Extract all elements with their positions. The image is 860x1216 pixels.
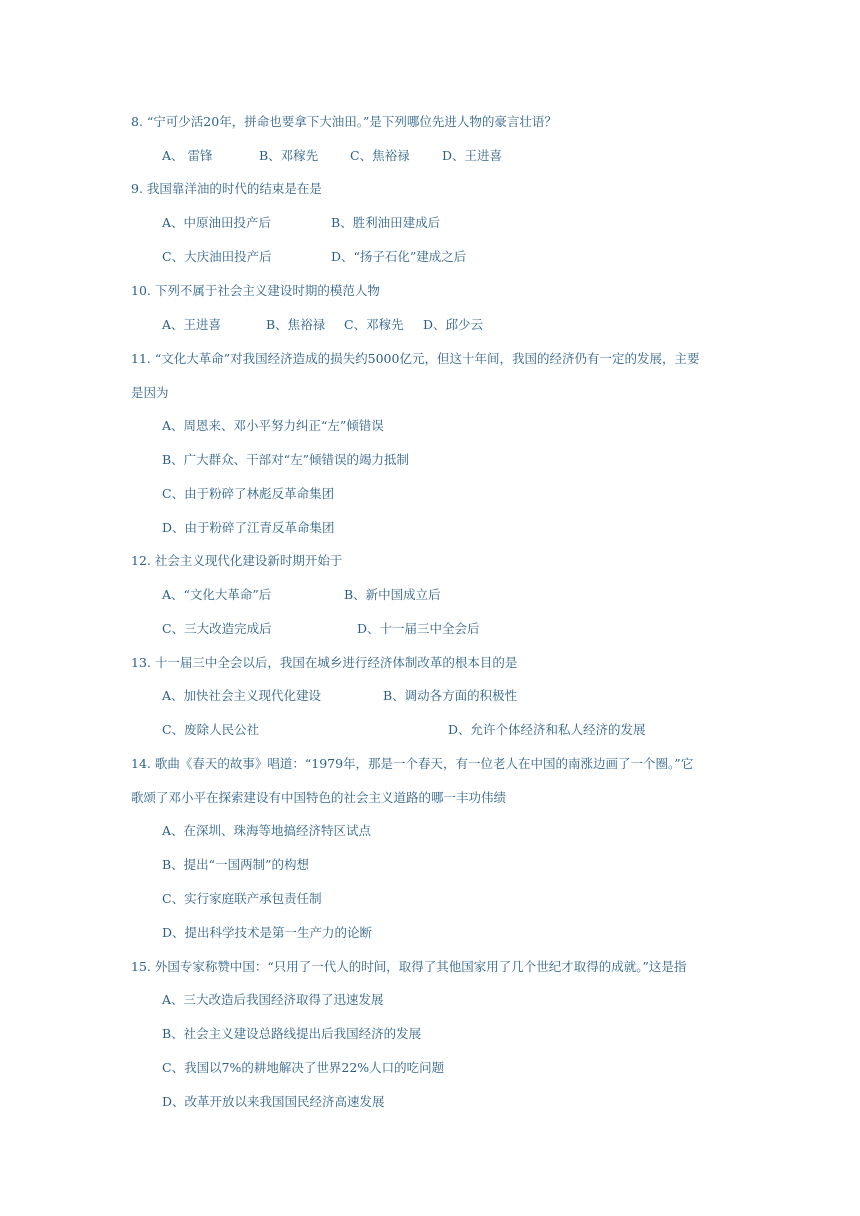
question-9-option-b: B、胜利油田建成后 xyxy=(331,215,441,230)
question-11-option-d: D、由于粉碎了江青反革命集团 xyxy=(162,520,335,535)
question-13-option-d: D、允许个体经济和私人经济的发展 xyxy=(448,722,646,737)
question-8-option-c: C、焦裕禄 xyxy=(350,148,410,163)
question-8-option-d: D、王进喜 xyxy=(442,148,503,163)
question-8-stem: 8. “宁可少活20年，拼命也要拿下大油田。”是下列哪位先进人物的豪言壮语？ xyxy=(131,114,557,129)
question-11-stem-line2: 是因为 xyxy=(131,385,169,400)
question-10-option-c: C、邓稼先 xyxy=(344,317,404,332)
question-14-stem-line1: 14. 歌曲《春天的故事》唱道：“1979年，那是一个春天，有一位老人在中国的南涨边画了一个圈。”它 xyxy=(131,756,694,771)
question-11-stem-line1: 11. “文化大革命”对我国经济造成的损失约5000亿元，但这十年间，我国的经济仍有一定的发展，主要 xyxy=(131,351,700,366)
question-10-option-a: A、王进喜 xyxy=(162,317,222,332)
question-15-option-d: D、改革开放以来我国国民经济高速发展 xyxy=(162,1094,385,1109)
question-12-stem: 12. 社会主义现代化建设新时期开始于 xyxy=(131,553,343,568)
question-13-stem: 13. 十一届三中全会以后，我国在城乡进行经济体制改革的根本目的是 xyxy=(131,655,518,670)
question-13-option-c: C、废除人民公社 xyxy=(162,722,260,737)
question-14-stem-line2: 歌颂了邓小平在探索建设有中国特色的社会主义道路的哪一丰功伟绩 xyxy=(131,790,507,805)
question-9-option-c: C、大庆油田投产后 xyxy=(162,249,272,264)
question-12-option-a: A、“文化大革命”后 xyxy=(162,587,272,602)
question-8-option-b: B、邓稼先 xyxy=(259,148,319,163)
question-14-option-a: A、在深圳、珠海等地搞经济特区试点 xyxy=(162,823,372,838)
question-11-option-b: B、广大群众、干部对“左”倾错误的竭力抵制 xyxy=(162,452,409,467)
question-12-option-c: C、三大改造完成后 xyxy=(162,621,272,636)
question-9-option-d: D、“扬子石化”建成之后 xyxy=(331,249,467,264)
question-14-option-d: D、提出科学技术是第一生产力的论断 xyxy=(162,925,373,940)
question-14-option-b: B、提出“一国两制”的构想 xyxy=(162,857,309,872)
question-15-option-c: C、我国以7%的耕地解决了世界22%人口的吃问题 xyxy=(162,1060,445,1075)
question-9-stem: 9. 我国靠洋油的时代的结束是在是 xyxy=(131,181,322,196)
question-10-stem: 10. 下列不属于社会主义建设时期的模范人物 xyxy=(131,283,380,298)
question-9-option-a: A、中原油田投产后 xyxy=(162,215,272,230)
question-11-option-a: A、周恩来、邓小平努力纠正“左”倾错误 xyxy=(162,418,384,433)
question-15-option-b: B、社会主义建设总路线提出后我国经济的发展 xyxy=(162,1026,422,1041)
question-12-option-b: B、新中国成立后 xyxy=(344,587,441,602)
question-15-stem: 15. 外国专家称赞中国：“只用了一代人的时间，取得了其他国家用了几个世纪才取得的成就。”这是指 xyxy=(131,959,687,974)
question-11-option-c: C、由于粉碎了林彪反革命集团 xyxy=(162,486,335,501)
question-15-option-a: A、三大改造后我国经济取得了迅速发展 xyxy=(162,992,384,1007)
question-14-option-c: C、实行家庭联产承包责任制 xyxy=(162,891,322,906)
question-8-option-a: A、 雷锋 xyxy=(162,148,213,163)
question-13-option-a: A、加快社会主义现代化建设 xyxy=(162,688,322,703)
question-10-option-b: B、焦裕禄 xyxy=(266,317,326,332)
question-10-option-d: D、邱少云 xyxy=(423,317,484,332)
question-13-option-b: B、调动各方面的积极性 xyxy=(383,688,518,703)
question-12-option-d: D、十一届三中全会后 xyxy=(357,621,480,636)
